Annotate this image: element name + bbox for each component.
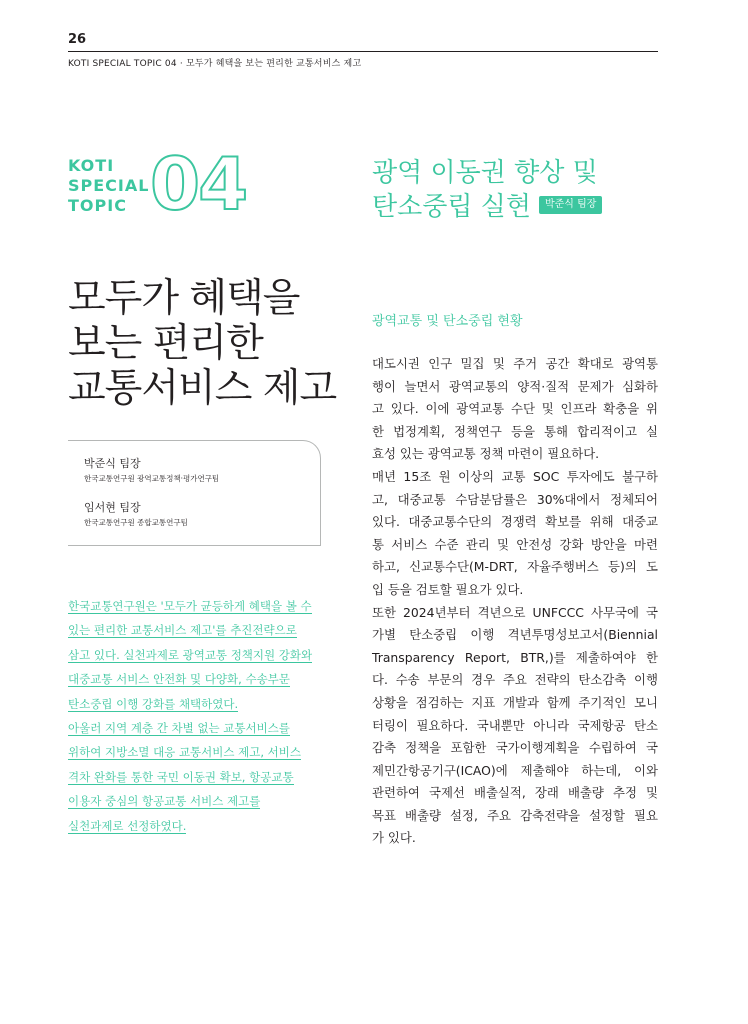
- body-line: 고 있다. 이에 광역교통 수단 및 인프라 확충을 위: [372, 401, 658, 417]
- summary-line: 위하여 지방소멸 대응 교통서비스 제고, 서비스: [68, 745, 302, 760]
- body-line: 감축 정책을 포함한 국가이행계획을 수립하여 국: [372, 740, 658, 756]
- summary-line: 한국교통연구원은 '모두가 균등하게 혜택을 볼 수: [68, 599, 312, 613]
- body-line: 상황을 점검하는 지표 개발과 함께 주기적인 모니: [372, 694, 658, 710]
- body-line: 또한 2024년부터 격년으로 UNFCCC 사무국에 국: [372, 604, 658, 620]
- body-line: 효성 있는 광역교통 정책 마련이 필요하다.: [372, 446, 600, 462]
- body-line: 하고, 신교통수단(M-DRT, 자율주행버스 등)의 도: [372, 559, 658, 575]
- body-line: 행이 늘면서 광역교통의 양적·질적 문제가 심화하: [372, 378, 658, 394]
- section-subheading: 광역교통 및 탄소중립 현황: [372, 314, 523, 329]
- author-badge: 박준식 팀장: [539, 196, 602, 214]
- author-entry: [84, 499, 188, 528]
- body-line: 고, 대중교통 수담분담률은 30%대에서 정체되어: [372, 491, 658, 507]
- author-name: 박준식 팀장: [84, 457, 141, 470]
- section-title: [372, 156, 602, 224]
- page-number: 26: [68, 32, 87, 47]
- body-line: 목표 배출량 설정, 주요 감축전략을 설정할 필요: [372, 807, 658, 823]
- summary-line: 탄소중립 이행 강화를 채택하였다.: [68, 696, 239, 711]
- summary-line: 삼고 있다. 실천과제로 광역교통 정책지원 강화와: [68, 647, 313, 662]
- article-title-line: 보는 편리한: [68, 321, 263, 366]
- author-affiliation: 한국교통연구원 광역교통정책·평가연구팀: [84, 474, 220, 483]
- body-line: 매년 15조 원 이상의 교통 SOC 투자에도 불구하: [372, 468, 658, 484]
- body-line: Transparency Report, BTR,)를 제출하여야 한: [372, 649, 658, 665]
- body-line: 제민간항공기구(ICAO)에 제출해야 하는데, 이와: [372, 762, 658, 778]
- article-title-line: 교통서비스 제고: [68, 366, 337, 411]
- body-line: 터링이 필요하다. 국내뿐만 아니라 국제항공 탄소: [372, 717, 658, 733]
- summary-text: [68, 594, 336, 838]
- summary-line: 대중교통 서비스 안전화 및 다양화, 수송부문: [68, 672, 290, 687]
- series-number: 04: [150, 142, 247, 226]
- series-label-line: KOTI: [68, 156, 115, 175]
- author-affiliation: 한국교통연구원 종합교통연구팀: [84, 518, 188, 527]
- body-line: 있다. 대중교통수단의 경쟁력 확보를 위해 대중교: [372, 514, 658, 530]
- section-title-line: 탄소중립 실현: [372, 192, 531, 222]
- body-line: 다. 수송 부문의 경우 주요 전략의 탄소감축 이행: [372, 672, 658, 688]
- summary-line: 실천과제로 선정하였다.: [68, 818, 187, 833]
- section-title-line: 광역 이동권 향상 및: [372, 158, 598, 188]
- body-line: 가별 탄소중립 이행 격년투명성보고서(Biennial: [372, 627, 658, 643]
- body-line: 관련하여 국제선 배출실적, 장래 배출량 추정 및: [372, 785, 658, 801]
- body-line: 대도시권 인구 밀집 및 주거 공간 확대로 광역통: [372, 356, 658, 371]
- series-label-line: SPECIAL: [68, 176, 150, 195]
- summary-line: 아울러 지역 계층 간 차별 없는 교통서비스를: [68, 720, 290, 735]
- article-title-line: 모두가 혜택을: [68, 276, 300, 321]
- author-box: [68, 440, 321, 546]
- body-line: 입 등을 검토할 필요가 있다.: [372, 581, 524, 597]
- author-name: 임서현 팀장: [84, 501, 141, 514]
- body-line: 한 법정계획, 정책연구 등을 통해 합리적이고 실: [372, 423, 658, 439]
- summary-line: 이용자 중심의 항공교통 서비스 제고를: [68, 794, 261, 809]
- summary-line: 있는 편리한 교통서비스 제고'를 추진전략으로: [68, 623, 297, 638]
- series-label: [68, 156, 149, 216]
- header-divider: [68, 51, 658, 52]
- running-head: KOTI SPECIAL TOPIC 04 · 모두가 혜택을 보는 편리한 교통서비스 제고: [68, 59, 362, 69]
- series-label-line: TOPIC: [68, 196, 127, 215]
- body-line: 가 있다.: [372, 830, 416, 846]
- summary-line: 격차 완화를 통한 국민 이동권 확보, 항공교통: [68, 769, 294, 784]
- author-entry: [84, 455, 219, 484]
- body-line: 통 서비스 수준 관리 및 안전성 강화 방안을 마련: [372, 536, 658, 552]
- body-text: [372, 353, 658, 850]
- article-title: [68, 276, 358, 411]
